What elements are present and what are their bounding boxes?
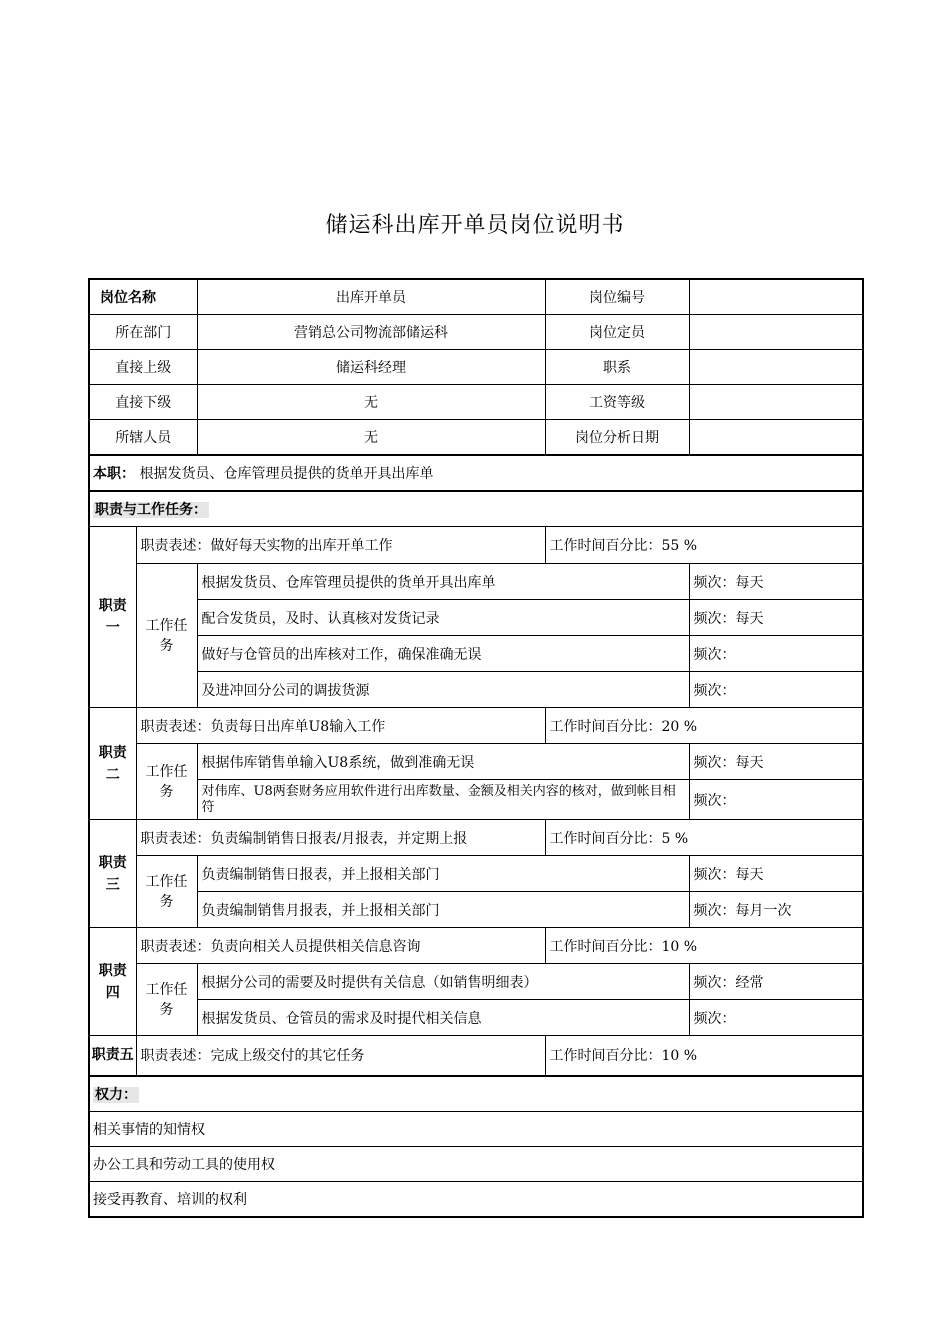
basic-row-4 xyxy=(89,385,863,420)
page-title: 储运科出库开单员岗位说明书 xyxy=(325,213,625,238)
duty-2-task-2 xyxy=(89,780,863,820)
duty-3-desc-row xyxy=(89,820,863,856)
rights-row-1 xyxy=(89,1111,863,1146)
label-analysis-date: 岗位分析日期 xyxy=(545,420,689,456)
basic-row-2 xyxy=(89,315,863,350)
value-supervisor: 储运科经理 xyxy=(197,350,545,385)
task-frequency: 频次： xyxy=(689,636,863,672)
duties-header-row xyxy=(89,491,863,527)
right-item: 相关事情的知情权 xyxy=(89,1111,863,1146)
duty-4-percent: 工作时间百分比：10 % xyxy=(545,928,863,964)
duty-1-task-2 xyxy=(89,600,863,636)
task-text: 根据发货员、仓库管理员提供的货单开具出库单 xyxy=(197,564,689,600)
task-text: 对伟库、U8两套财务应用软件进行出库数量、金额及相关内容的核对，做到帐目相符 xyxy=(197,780,689,820)
task-frequency: 频次： xyxy=(689,672,863,708)
main-duty-row xyxy=(89,455,863,491)
duty-3-task-2 xyxy=(89,892,863,928)
duty-2-task-1 xyxy=(89,744,863,780)
basic-row-1 xyxy=(89,279,863,315)
right-item: 办公工具和劳动工具的使用权 xyxy=(89,1146,863,1181)
task-frequency: 频次：每天 xyxy=(689,600,863,636)
task-frequency: 频次：经常 xyxy=(689,964,863,1000)
label-staff: 所辖人员 xyxy=(89,420,197,456)
duty-3-label: 职责三 xyxy=(89,820,136,928)
label-position-name: 岗位名称 xyxy=(89,279,197,315)
value-subordinate: 无 xyxy=(197,385,545,420)
duty-4-desc-row xyxy=(89,928,863,964)
job-description-table xyxy=(88,278,864,1218)
task-frequency: 频次：每天 xyxy=(689,856,863,892)
task-frequency: 频次：每天 xyxy=(689,744,863,780)
duty-3-task-label: 工作任务 xyxy=(136,856,197,928)
duty-5-desc: 职责表述：完成上级交付的其它任务 xyxy=(136,1036,545,1076)
label-job-family: 职系 xyxy=(545,350,689,385)
rights-row-3 xyxy=(89,1181,863,1217)
duty-4-label: 职责四 xyxy=(89,928,136,1036)
value-position-code xyxy=(689,279,863,315)
value-staff: 无 xyxy=(197,420,545,456)
duty-4-task-label: 工作任务 xyxy=(136,964,197,1036)
task-text: 根据分公司的需要及时提供有关信息（如销售明细表） xyxy=(197,964,689,1000)
value-headcount xyxy=(689,315,863,350)
duty-3-task-1 xyxy=(89,856,863,892)
label-headcount: 岗位定员 xyxy=(545,315,689,350)
task-text: 根据发货员、仓管员的需求及时提代相关信息 xyxy=(197,1000,689,1036)
duty-2-desc-row xyxy=(89,708,863,744)
value-position-name: 出库开单员 xyxy=(197,279,545,315)
duties-header: 职责与工作任务： xyxy=(95,502,207,518)
duty-3-percent: 工作时间百分比：5 % xyxy=(545,820,863,856)
task-text: 负责编制销售月报表，并上报相关部门 xyxy=(197,892,689,928)
label-department: 所在部门 xyxy=(89,315,197,350)
label-position-code: 岗位编号 xyxy=(545,279,689,315)
duty-3-desc: 职责表述：负责编制销售日报表/月报表，并定期上报 xyxy=(136,820,545,856)
duty-4-task-2 xyxy=(89,1000,863,1036)
duty-2-percent: 工作时间百分比：20 % xyxy=(545,708,863,744)
duty-2-label: 职责二 xyxy=(89,708,136,820)
label-subordinate: 直接下级 xyxy=(89,385,197,420)
duty-1-task-3 xyxy=(89,636,863,672)
duty-5-desc-row xyxy=(89,1036,863,1076)
value-salary-grade xyxy=(689,385,863,420)
duty-5-label: 职责五 xyxy=(89,1036,136,1076)
rights-header: 权力： xyxy=(95,1086,137,1103)
value-department: 营销总公司物流部储运科 xyxy=(197,315,545,350)
main-duty-label: 本职： xyxy=(93,466,135,482)
task-frequency: 频次：每月一次 xyxy=(689,892,863,928)
value-job-family xyxy=(689,350,863,385)
duty-1-percent: 工作时间百分比：55 % xyxy=(545,527,863,564)
label-salary-grade: 工资等级 xyxy=(545,385,689,420)
duty-5-percent: 工作时间百分比：10 % xyxy=(545,1036,863,1076)
rights-row-2 xyxy=(89,1146,863,1181)
task-text: 及进冲回分公司的调拔货源 xyxy=(197,672,689,708)
basic-row-3 xyxy=(89,350,863,385)
task-frequency: 频次：每天 xyxy=(689,564,863,600)
duty-1-label: 职责一 xyxy=(89,527,136,708)
main-duty-text: 根据发货员、仓库管理员提供的货单开具出库单 xyxy=(139,466,434,482)
value-analysis-date xyxy=(689,420,863,456)
duty-2-desc: 职责表述：负责每日出库单U8输入工作 xyxy=(136,708,545,744)
right-item: 接受再教育、培训的权利 xyxy=(89,1181,863,1217)
duty-1-task-4 xyxy=(89,672,863,708)
rights-header-row xyxy=(89,1076,863,1112)
duty-4-task-1 xyxy=(89,964,863,1000)
duty-2-task-label: 工作任务 xyxy=(136,744,197,820)
label-supervisor: 直接上级 xyxy=(89,350,197,385)
task-frequency: 频次： xyxy=(689,780,863,820)
task-text: 做好与仓管员的出库核对工作，确保准确无误 xyxy=(197,636,689,672)
duty-1-task-1 xyxy=(89,564,863,600)
task-text: 负责编制销售日报表，并上报相关部门 xyxy=(197,856,689,892)
task-text: 配合发货员，及时、认真核对发货记录 xyxy=(197,600,689,636)
basic-row-5 xyxy=(89,420,863,456)
duty-1-desc: 职责表述：做好每天实物的出库开单工作 xyxy=(136,527,545,564)
task-frequency: 频次： xyxy=(689,1000,863,1036)
duty-4-desc: 职责表述：负责向相关人员提供相关信息咨询 xyxy=(136,928,545,964)
duty-1-task-label: 工作任务 xyxy=(136,564,197,708)
duty-1-desc-row xyxy=(89,527,863,564)
task-text: 根据伟库销售单输入U8系统，做到准确无误 xyxy=(197,744,689,780)
